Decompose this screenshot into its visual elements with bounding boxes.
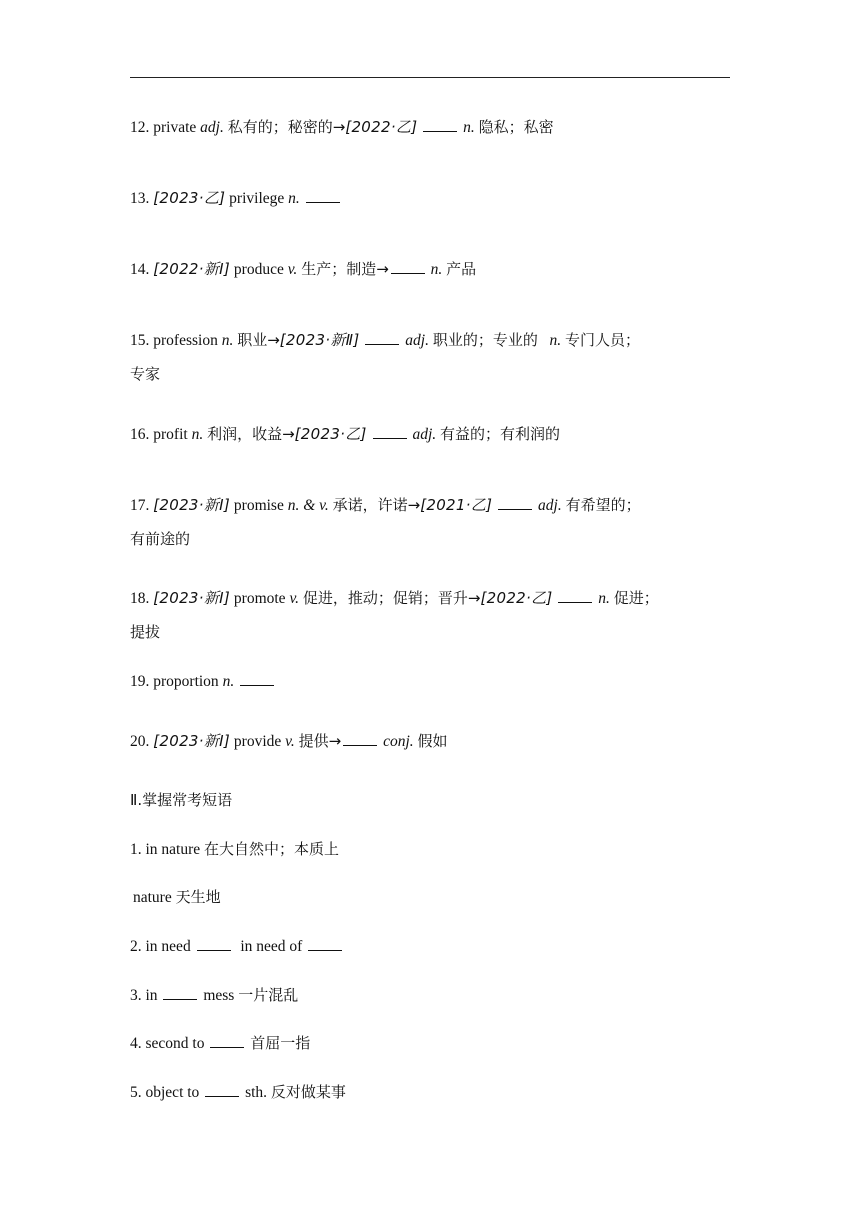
phrase-5: 5. object to sth. 反对做某事 <box>130 1083 346 1101</box>
answer-blank[interactable] <box>365 330 399 345</box>
answer-blank[interactable] <box>197 936 231 951</box>
phrase-3: 3. in mess 一片混乱 <box>130 986 299 1004</box>
item-20: 20. [2023·新Ⅰ] provide v. 提供→ conj. 假如 <box>130 732 448 750</box>
item-18-cont: 提拔 <box>130 623 161 641</box>
item-15: 15. profession n. 职业→[2023·新Ⅱ] adj. 职业的；专业的 n. 专门人员； <box>130 331 640 349</box>
answer-blank[interactable] <box>205 1082 239 1097</box>
answer-blank[interactable] <box>306 188 340 203</box>
header-rule <box>130 77 730 78</box>
item-19: 19. proportion n. <box>130 671 740 692</box>
answer-blank[interactable] <box>498 495 532 510</box>
answer-blank[interactable] <box>343 731 377 746</box>
item-17: 17. [2023·新Ⅰ] promise n. & v. 承诺，许诺→[2021·乙] adj. 有希望的； <box>130 496 641 514</box>
item-17-cont: 有前途的 <box>130 530 191 548</box>
phrase-4: 4. second to 首屈一指 <box>130 1034 311 1052</box>
item-14: 14. [2022·新Ⅰ] produce v. 生产；制造→ n. 产品 <box>130 260 477 278</box>
phrase-1b: nature 天生地 <box>133 888 221 906</box>
item-13: 13. [2023·乙] privilege n. <box>130 188 740 209</box>
item-16: 16. profit n. 利润，收益→[2023·乙] adj. 有益的；有利润的 <box>130 425 561 443</box>
answer-blank[interactable] <box>240 671 274 686</box>
item-15-cont: 专家 <box>130 365 161 383</box>
answer-blank[interactable] <box>163 985 197 1000</box>
answer-blank[interactable] <box>373 424 407 439</box>
section-heading: Ⅱ.掌握常考短语 <box>130 791 233 809</box>
item-12: 12. private adj. 私有的；秘密的→[2022·乙] n. 隐私；私密 <box>130 118 554 136</box>
answer-blank[interactable] <box>391 259 425 274</box>
answer-blank[interactable] <box>308 936 342 951</box>
item-18: 18. [2023·新Ⅰ] promote v. 促进，推动；促销；晋升→[2022·乙] n. 促进； <box>130 589 659 607</box>
answer-blank[interactable] <box>558 588 592 603</box>
phrase-2: 2. in need in need of <box>130 936 740 957</box>
phrase-1: 1. in nature 在大自然中；本质上 <box>130 840 340 858</box>
answer-blank[interactable] <box>423 117 457 132</box>
answer-blank[interactable] <box>210 1033 244 1048</box>
